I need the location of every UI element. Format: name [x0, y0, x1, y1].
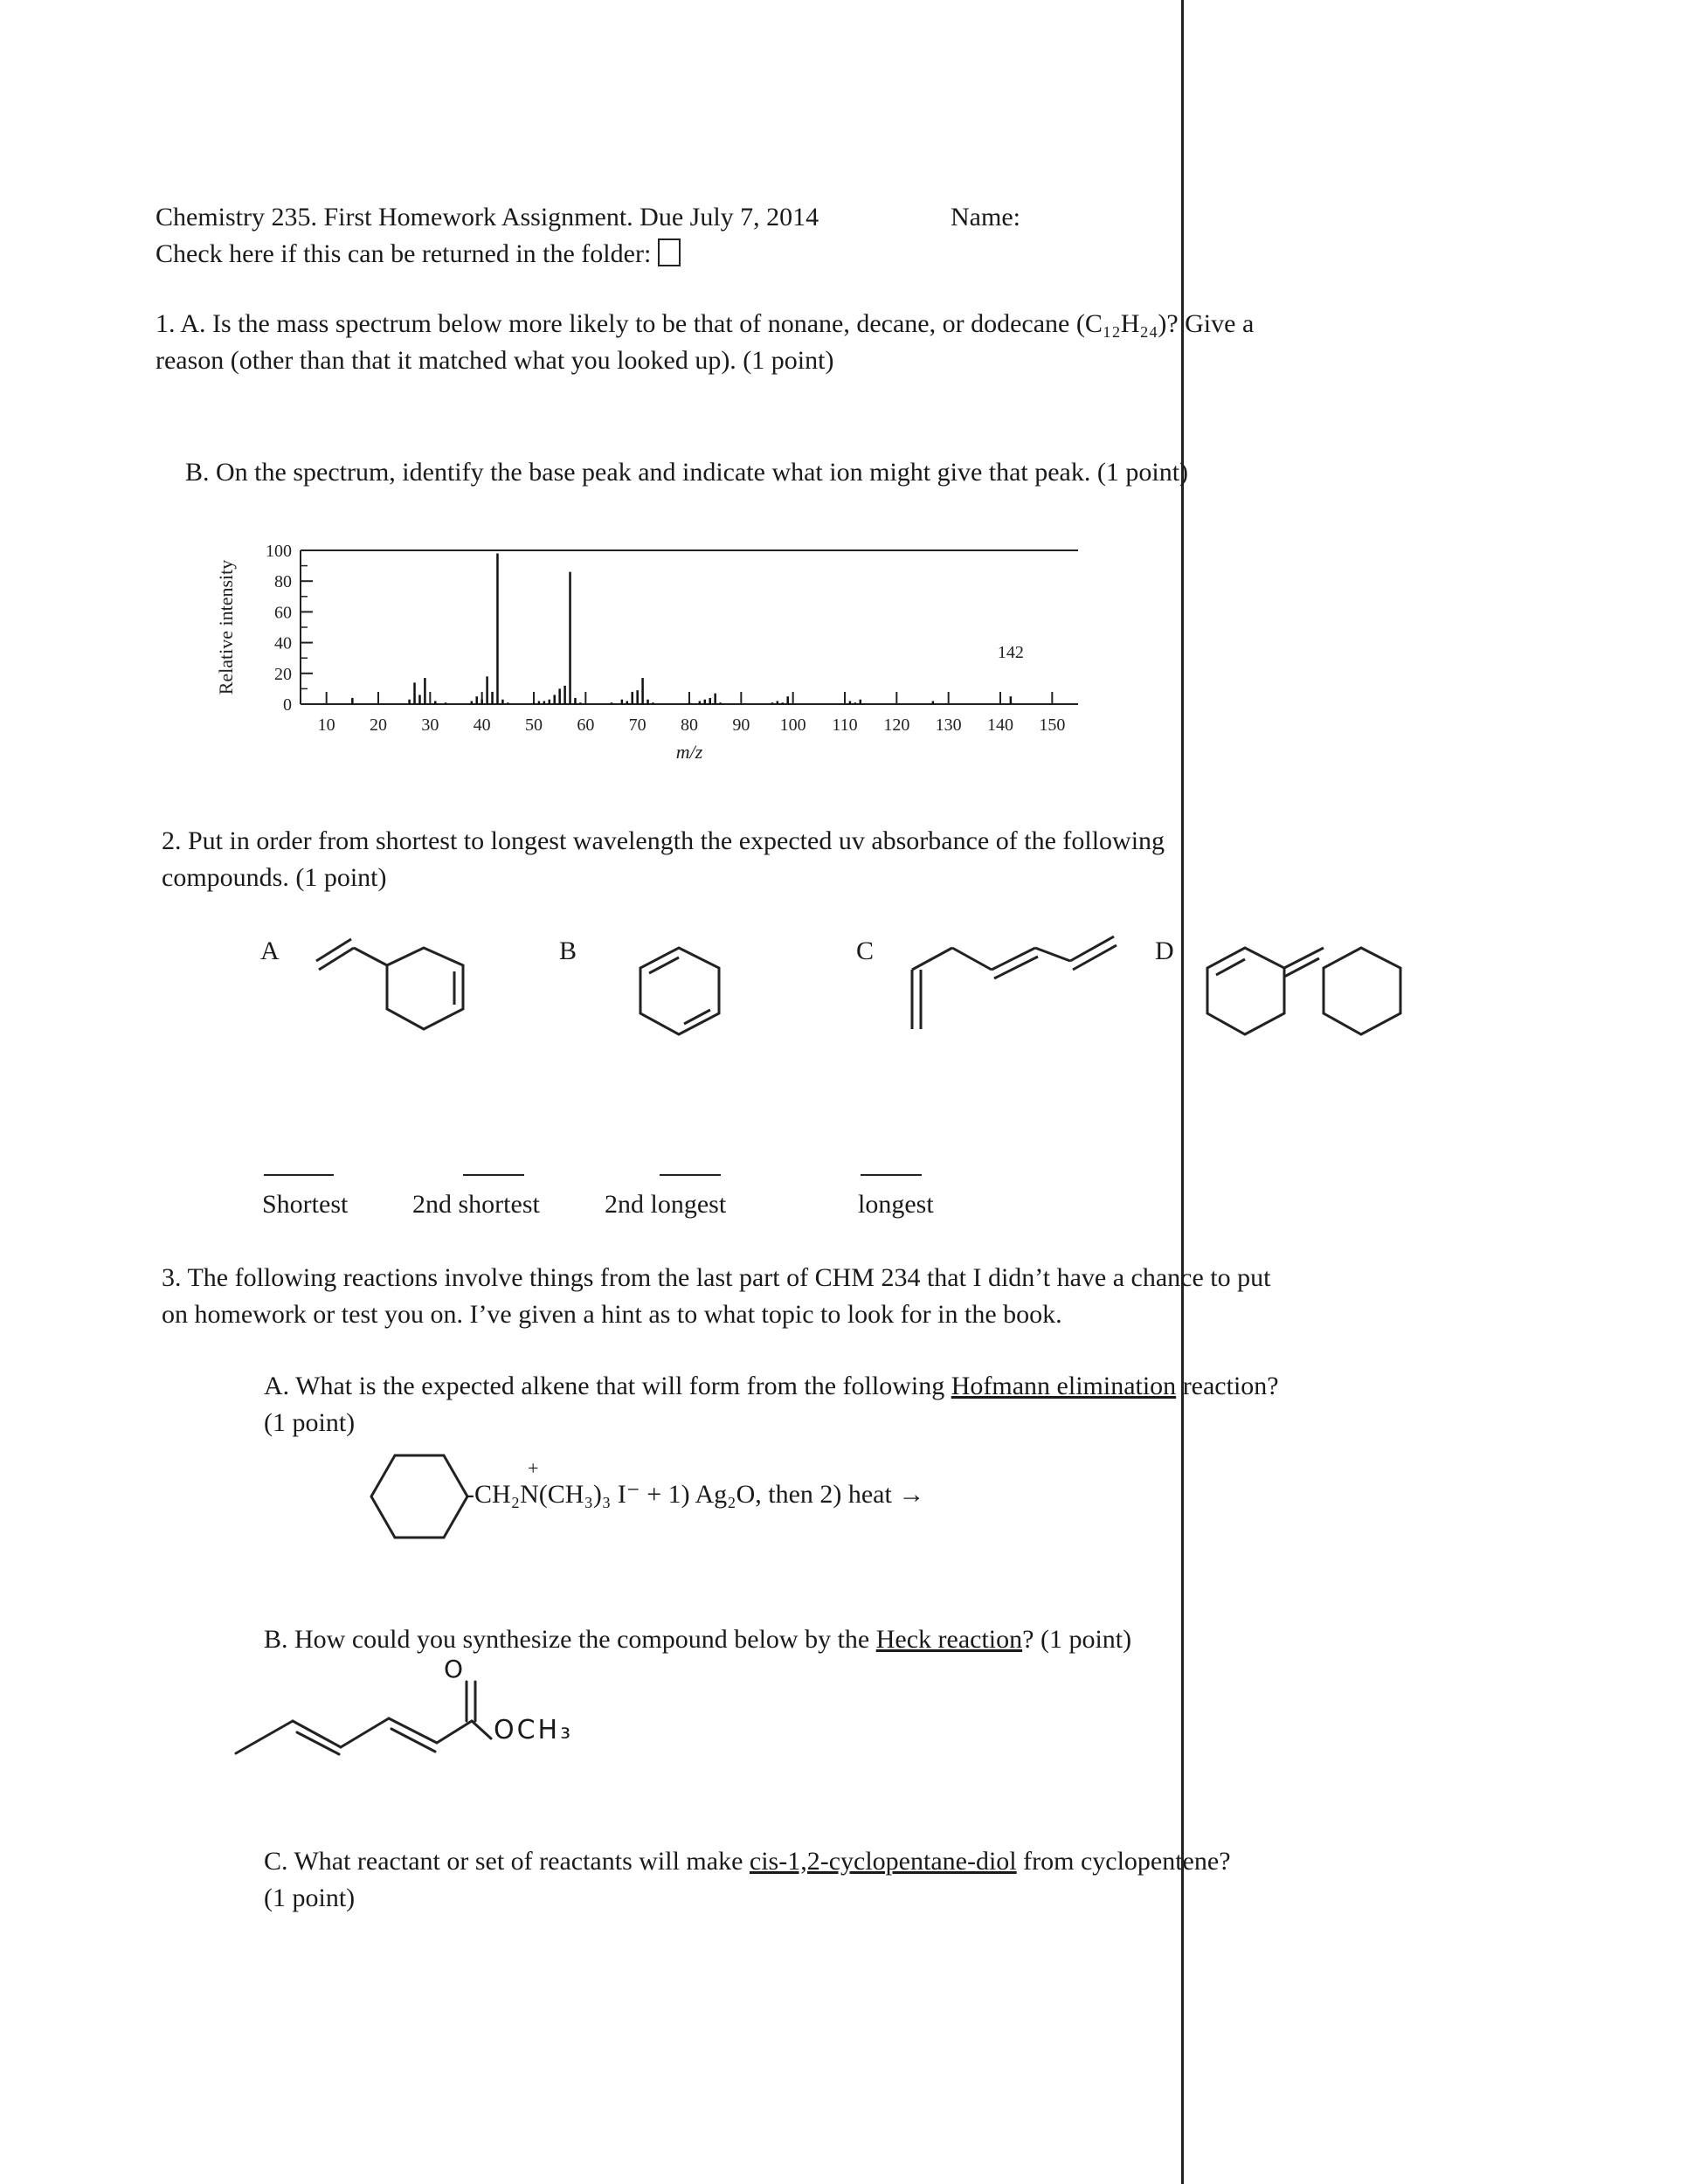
q3-c-text	[264, 1843, 1231, 1880]
q3-a-points: (1 point)	[264, 1408, 356, 1437]
q3-c-post: from cyclopentene?	[1016, 1847, 1231, 1876]
x-tick-label: 150	[1039, 715, 1066, 735]
y-tick-label: 60	[274, 603, 292, 623]
hofmann-reaction: -CH₂N(CH₃)₃ I⁻ + 1) Ag₂O, then 2) heat →	[466, 1480, 925, 1509]
q1-a-line1: 1. A. Is the mass spectrum below more likely to be that of nonane, decane, or dodecane (C₁₂H₂₄)? Give a	[156, 309, 1255, 338]
y-tick-label: 100	[266, 542, 292, 561]
structure-b	[625, 926, 747, 1048]
carbonyl-oxygen-label: O	[444, 1655, 464, 1683]
x-tick-label: 110	[832, 715, 858, 735]
x-tick-label: 100	[779, 715, 806, 735]
compound-label-a: A	[260, 936, 280, 965]
q3-a-post: reaction?	[1176, 1372, 1279, 1400]
x-tick-label: 10	[317, 715, 335, 735]
x-tick-label: 60	[577, 715, 595, 735]
compound-label-c: C	[856, 936, 875, 965]
x-axis-label: m/z	[675, 741, 703, 763]
q3-b-pre: B. How could you synthesize the compound below by the	[264, 1625, 876, 1654]
q1-b-text: B. On the spectrum, identify the base peak and indicate what ion might give that peak. (1 point)	[185, 458, 1189, 487]
q1-a-line2: reason (other than that it matched what you looked up). (1 point)	[156, 346, 834, 375]
cyclohexane-ring	[367, 1448, 472, 1545]
rank-label-longest: longest	[858, 1190, 934, 1219]
compound-label-d: D	[1155, 936, 1174, 965]
q3-c-pre: C. What reactant or set of reactants will make	[264, 1847, 750, 1876]
q3-b-post: ? (1 point)	[1022, 1625, 1132, 1654]
compound-label-b: B	[559, 936, 577, 965]
q3-a-text	[264, 1368, 1279, 1405]
rank-blank-3[interactable]	[660, 1174, 721, 1176]
q2-line2: compounds. (1 point)	[162, 863, 387, 892]
q3-b-text	[264, 1621, 1131, 1658]
y-tick-label: 0	[283, 695, 292, 715]
structure-d	[1197, 926, 1459, 1048]
y-tick-label: 20	[274, 664, 292, 684]
folder-checkbox[interactable]	[658, 238, 681, 266]
x-tick-label: 80	[681, 715, 698, 735]
folder-check-label: Check here if this can be returned in the folder:	[156, 239, 652, 268]
rank-label-2nd-shortest: 2nd shortest	[412, 1190, 540, 1219]
heck-reaction-term: Heck reaction	[875, 1625, 1023, 1654]
q3-intro-line1: 3. The following reactions involve things from the last part of CHM 234 that I didn’t have a chance to put	[162, 1263, 1271, 1292]
x-tick-label: 50	[525, 715, 543, 735]
rank-blank-4[interactable]	[861, 1174, 922, 1176]
folder-check-line	[156, 236, 681, 273]
rank-blank-2[interactable]	[463, 1174, 524, 1176]
y-axis-label: Relative intensity	[215, 559, 237, 695]
x-tick-label: 140	[987, 715, 1013, 735]
structure-a	[315, 926, 524, 1048]
x-tick-label: 130	[935, 715, 962, 735]
methoxy-label: OCH₃	[494, 1715, 574, 1745]
q3-c-points: (1 point)	[264, 1883, 356, 1912]
structure-c	[891, 926, 1153, 1048]
x-tick-label: 70	[628, 715, 646, 735]
x-tick-label: 30	[421, 715, 439, 735]
peak-annotation: 142	[997, 643, 1024, 663]
x-tick-label: 40	[473, 715, 491, 735]
y-tick-label: 80	[274, 572, 292, 592]
cis-diol-term: cis-1,2-cyclopentane-diol	[749, 1847, 1017, 1876]
y-tick-label: 40	[274, 633, 292, 653]
x-tick-label: 20	[370, 715, 387, 735]
x-tick-label: 120	[883, 715, 910, 735]
rank-blank-1[interactable]	[264, 1174, 334, 1176]
rank-label-2nd-longest: 2nd longest	[605, 1190, 727, 1219]
q3-intro-line2: on homework or test you on. I’ve given a hint as to what topic to look for in the book.	[162, 1300, 1062, 1329]
hofmann-elimination-term: Hofmann elimination	[951, 1372, 1177, 1400]
name-label: Name:	[951, 203, 1020, 232]
rank-label-shortest: Shortest	[262, 1190, 349, 1219]
q2-line1: 2. Put in order from shortest to longest wavelength the expected uv absorbance of the following	[162, 826, 1165, 855]
ammonium-charge: +	[528, 1457, 539, 1479]
assignment-title: Chemistry 235. First Homework Assignment. Due July 7, 2014	[156, 203, 819, 232]
x-tick-label: 90	[732, 715, 750, 735]
q3-a-pre: A. What is the expected alkene that will form from the following	[264, 1372, 951, 1400]
